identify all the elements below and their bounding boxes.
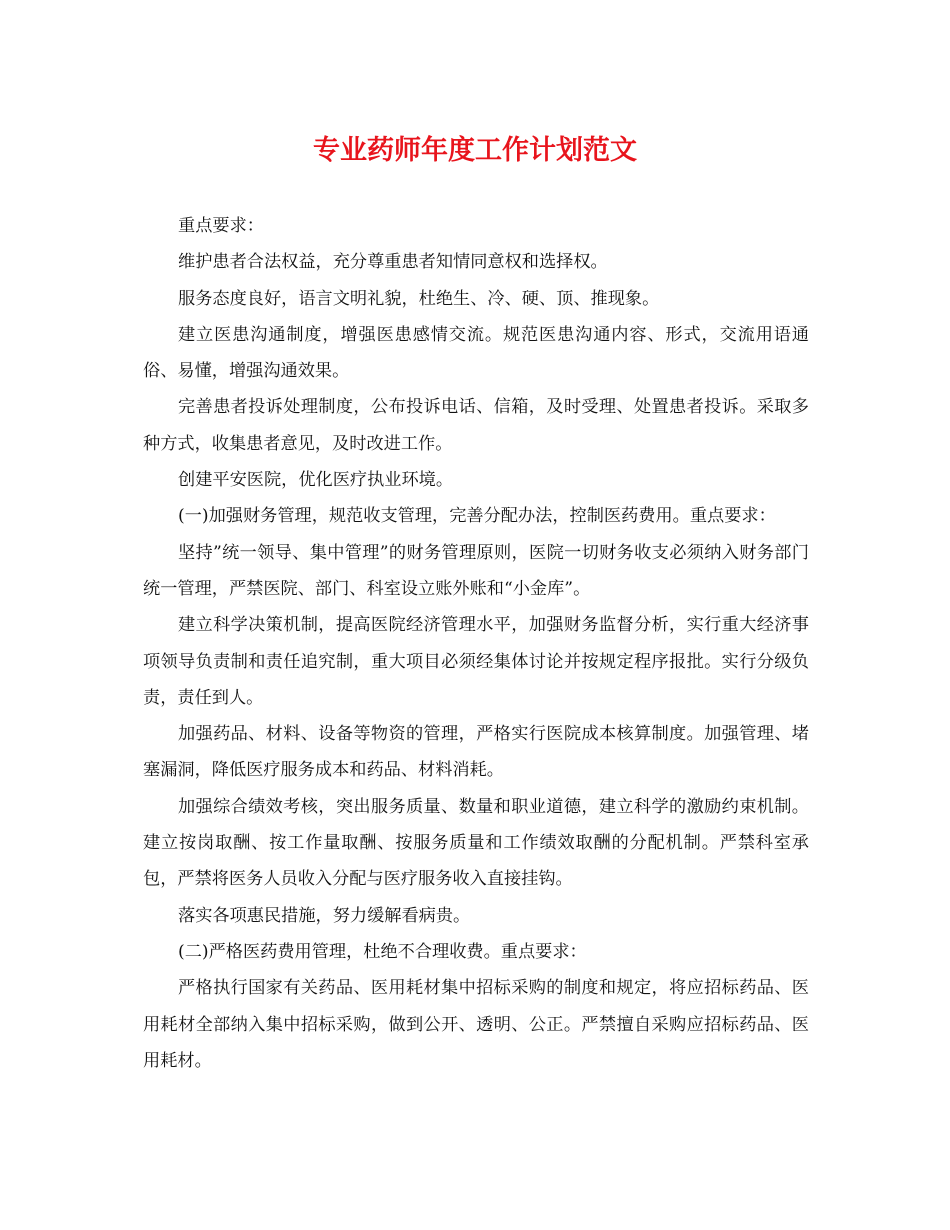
paragraph: (二)严格医药费用管理，杜绝不合理收费。重点要求： xyxy=(178,941,587,962)
paragraph: 建立科学决策机制，提高医院经济管理水平，加强财务监督分析，实行重大经济事项领导负责制和责任追究制，重大项目必须经集体讨论并按规定程序报批。实行分级负责，责任到人。 xyxy=(143,615,809,708)
paragraph: 坚持”统一领导、集中管理”的财务管理原则，医院一切财务收支必须纳入财务部门统一管理，严禁医院、部门、科室设立账外账和“小金库”。 xyxy=(143,542,809,599)
paragraph: 重点要求： xyxy=(178,216,264,236)
document-body xyxy=(143,208,809,1079)
paragraph: 严格执行国家有关药品、医用耗材集中招标采购的制度和规定，将应招标药品、医用耗材全部纳入集中招标采购，做到公开、透明、公正。严禁擅自采购应招标药品、医用耗材。 xyxy=(143,978,809,1071)
paragraph: 建立医患沟通制度，增强医患感情交流。规范医患沟通内容、形式，交流用语通俗、易懂，增强沟通效果。 xyxy=(143,324,809,382)
paragraph: 维护患者合法权益，充分尊重患者知情同意权和选择权。 xyxy=(178,252,608,273)
paragraph: 创建平安医院，优化医疗执业环境。 xyxy=(178,470,454,491)
paragraph: 加强药品、材料、设备等物资的管理，严格实行医院成本核算制度。加强管理、堵塞漏洞，降低医疗服务成本和药品、材料消耗。 xyxy=(143,724,809,781)
paragraph: 加强综合绩效考核，突出服务质量、数量和职业道德，建立科学的激励约束机制。建立按岗取酬、按工作量取酬、按服务质量和工作绩效取酬的分配机制。严禁科室承包，严禁将医务人员收入分配与医疗服务收入直接挂钩。 xyxy=(143,796,809,890)
document-title: 专业药师年度工作计划范文 xyxy=(313,135,637,166)
paragraph: 服务态度良好，语言文明礼貌，杜绝生、冷、硬、顶、推现象。 xyxy=(178,288,660,309)
paragraph: 落实各项惠民措施，努力缓解看病贵。 xyxy=(178,905,471,926)
paragraph: (一)加强财务管理，规范收支管理，完善分配办法，控制医药费用。重点要求： xyxy=(178,506,776,527)
paragraph: 完善患者投诉处理制度，公布投诉电话、信箱，及时受理、处置患者投诉。采取多种方式，收集患者意见，及时改进工作。 xyxy=(143,397,809,454)
